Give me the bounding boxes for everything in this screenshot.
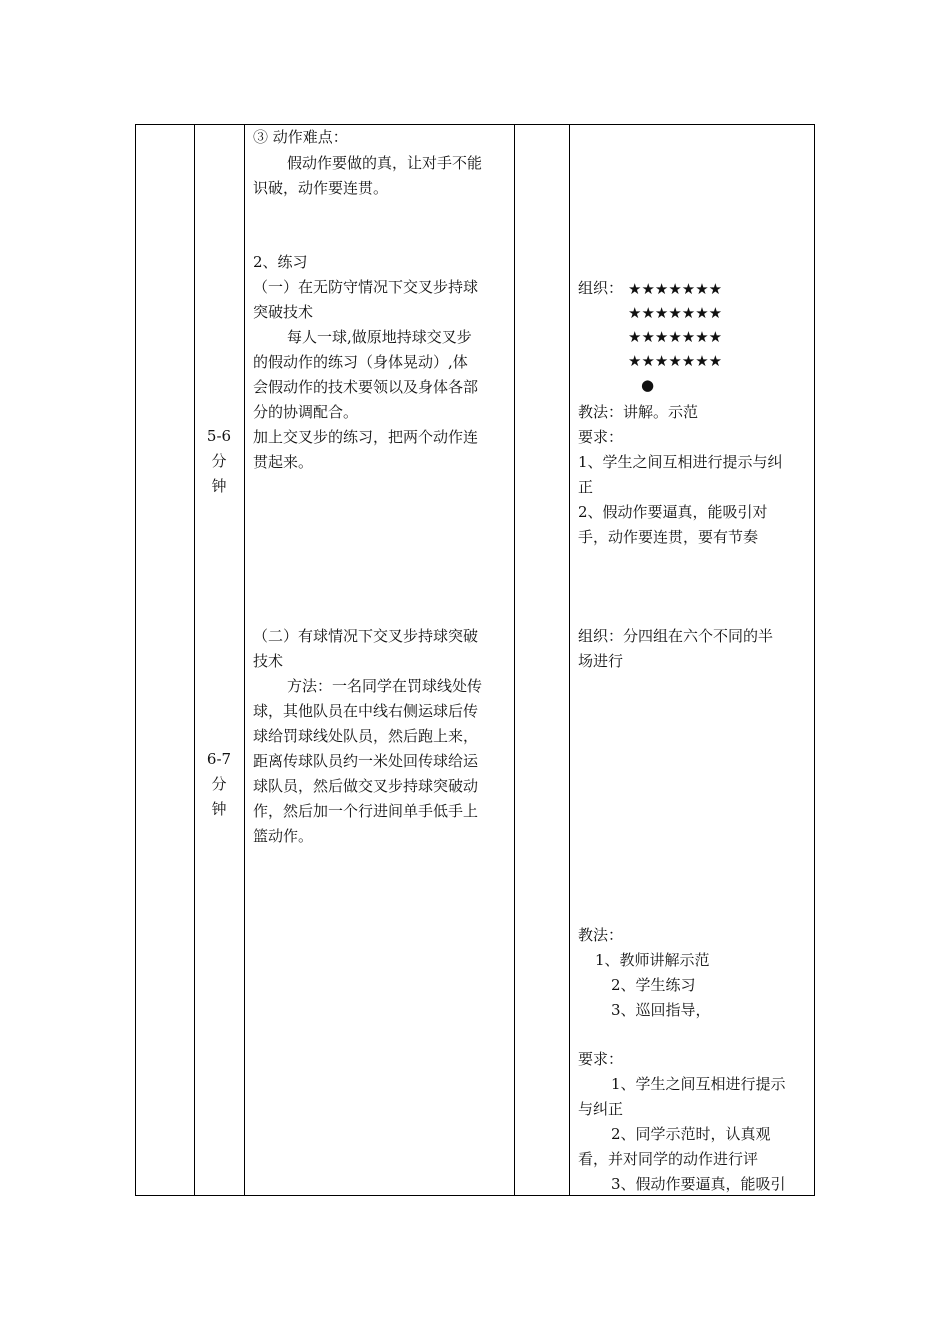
column-divider [569,125,570,1195]
practice-2-text: 作，然后加一个行进间单手低手上 [253,802,479,820]
practice-1-text: 会假动作的技术要领以及身体各部 [253,378,479,396]
time-unit: 分 [211,452,227,470]
teaching-method-item: 3、巡回指导， [611,1001,711,1019]
formation-stars-row: ★★★★★★★ [628,280,723,298]
time-unit: 分 [211,775,227,793]
requirement-text: 看，并对同学的动作进行评 [578,1150,759,1168]
requirement-text: 与纠正 [578,1100,624,1118]
time-range: 5-6 [206,427,232,445]
time-unit: 钟 [211,477,227,495]
requirement-text: 2、假动作要逼真，能吸引对 [578,503,768,521]
practice-title: 2、练习 [253,253,308,271]
difficulty-text: 识破，动作要连贯。 [253,179,389,197]
time-label-2 [195,747,243,822]
time-range: 6-7 [206,750,232,768]
practice-2-text: 球，其他队员在中线右侧运球后传 [253,702,479,720]
time-label-1 [195,424,243,499]
practice-1-text: 贯起来。 [253,453,314,471]
practice-1-title: （一）在无防守情况下交叉步持球 [253,278,479,296]
column-divider [514,125,515,1195]
practice-2-text: 方法：一名同学在罚球线处传 [287,677,483,695]
practice-2-title: （二）有球情况下交叉步持球突破 [253,627,479,645]
practice-1-text: 分的协调配合。 [253,403,359,421]
requirement-text: 手，动作要连贯，要有节奏 [578,528,759,546]
teaching-method-title: 教法： [578,926,624,944]
practice-2-title: 技术 [253,652,284,670]
column-divider [244,125,245,1195]
requirements-title: 要求： [578,428,624,446]
practice-2-text: 球队员，然后做交叉步持球突破动 [253,777,479,795]
requirement-text: 1、学生之间互相进行提示与纠 [578,453,783,471]
practice-1-text: 的假动作的练习（身体晃动）,体 [253,353,468,371]
difficulty-title: ③ 动作难点： [253,128,348,146]
formation-stars-row: ★★★★★★★ [628,352,723,370]
formation-stars-row: ★★★★★★★ [628,328,723,346]
organization-label: 组织： [578,279,624,297]
practice-1-text: 每人一球,做原地持球交叉步 [287,328,472,346]
requirement-text: 2、同学示范时，认真观 [611,1125,771,1143]
organization-text: 组织：分四组在六个不同的半 [578,627,774,645]
requirements-title: 要求： [578,1050,624,1068]
requirement-text: 1、学生之间互相进行提示 [611,1075,786,1093]
formation-stars-row: ★★★★★★★ [628,304,723,322]
teacher-position-dot: ● [641,376,655,394]
practice-2-text: 球给罚球线处队员，然后跑上来， [253,727,479,745]
column-divider [194,125,195,1195]
time-unit: 钟 [211,800,227,818]
teaching-method-item: 1、教师讲解示范 [595,951,710,969]
practice-1-title: 突破技术 [253,303,314,321]
practice-1-text: 加上交叉步的练习，把两个动作连 [253,428,479,446]
teaching-method-item: 2、学生练习 [611,976,696,994]
practice-2-text: 距离传球队员约一米处回传球给运 [253,752,479,770]
requirement-text: 正 [578,478,594,496]
teaching-method: 教法：讲解。示范 [578,403,699,421]
difficulty-text: 假动作要做的真，让对手不能 [287,154,483,172]
organization-text: 场进行 [578,652,624,670]
requirement-text: 3、假动作要逼真，能吸引 [611,1175,786,1193]
practice-2-text: 篮动作。 [253,827,314,845]
